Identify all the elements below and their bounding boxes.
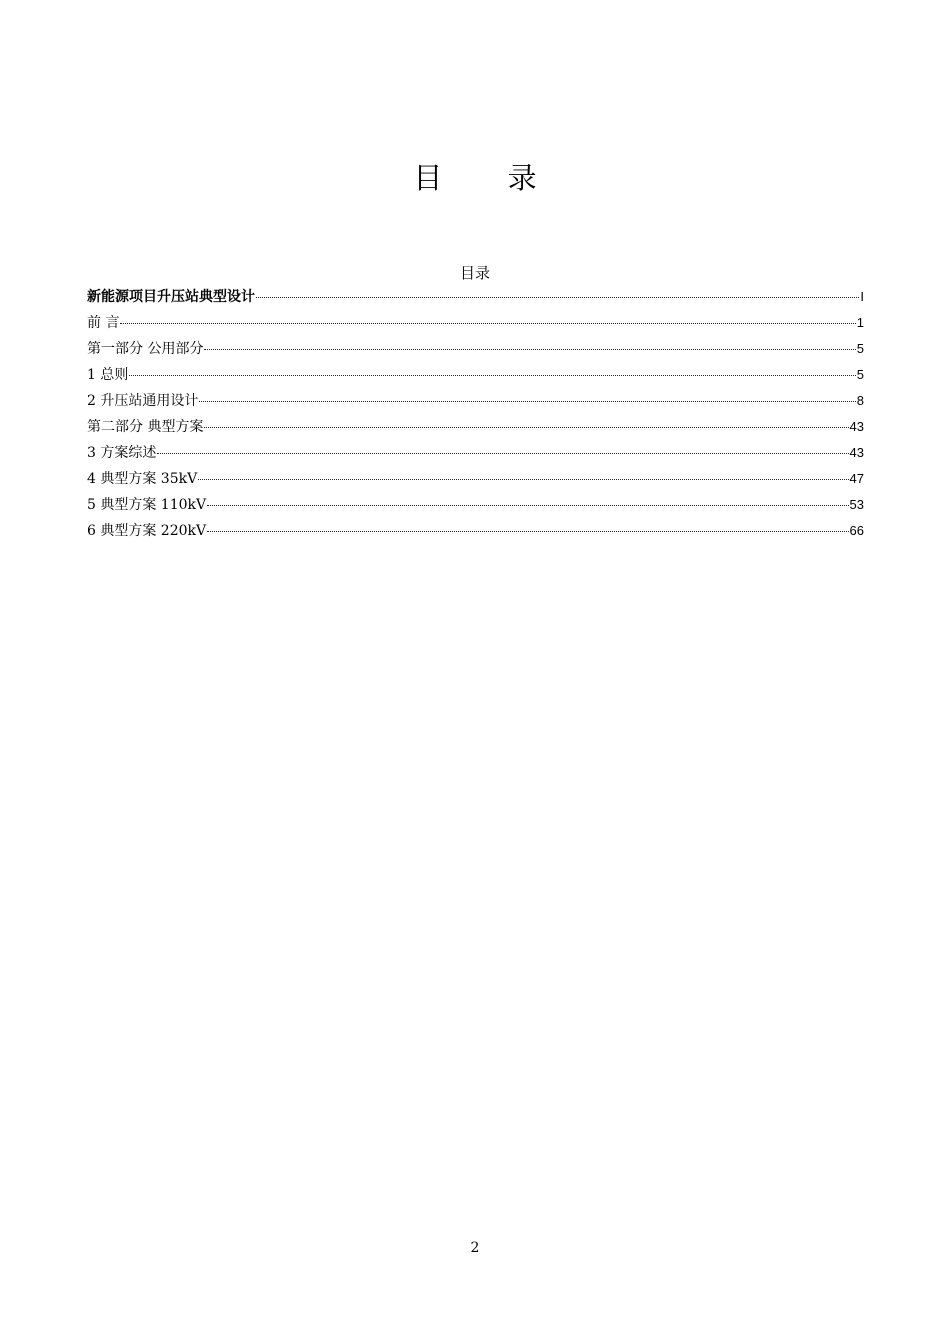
toc-entry-page: 5: [856, 341, 864, 356]
toc-entry-text: 1 总则: [87, 367, 129, 383]
page-title: [0, 156, 950, 200]
toc-entry-text: 第二部分 典型方案: [87, 419, 204, 435]
toc-dot-leader: [198, 479, 848, 480]
toc-entry-common-design[interactable]: [87, 391, 864, 417]
toc-list: [87, 287, 864, 547]
toc-entry-page: I: [860, 289, 864, 304]
toc-dot-leader: [129, 375, 855, 376]
toc-entry-text: 新能源项目升压站典型设计: [87, 289, 255, 305]
toc-dot-leader: [199, 401, 855, 402]
toc-dot-leader: [120, 323, 855, 324]
toc-entry-text: 第一部分 公用部分: [87, 341, 204, 357]
toc-entry-text: 2 升压站通用设计: [87, 393, 199, 409]
toc-dot-leader: [204, 349, 855, 350]
toc-entry-scheme-220kv[interactable]: [87, 521, 864, 547]
toc-heading: 目录: [459, 264, 490, 282]
toc-entry-text: 6 典型方案 220kV: [87, 523, 207, 539]
toc-dot-leader: [204, 427, 848, 428]
toc-entry-page: 5: [856, 367, 864, 382]
toc-entry-text: 5 典型方案 110kV: [87, 497, 207, 513]
toc-entry-page: 53: [849, 497, 864, 512]
toc-dot-leader: [207, 531, 848, 532]
toc-entry-preface[interactable]: [87, 313, 864, 339]
toc-entry-text: 前 言: [87, 315, 120, 331]
toc-dot-leader: [256, 297, 859, 298]
toc-entry-page: 8: [856, 393, 864, 408]
toc-entry-page: 43: [849, 419, 864, 434]
toc-entry-scheme-110kv[interactable]: [87, 495, 864, 521]
page-title-char-1: 目: [413, 161, 443, 195]
toc-entry-part-two[interactable]: [87, 417, 864, 443]
page-title-char-2: 录: [507, 161, 537, 195]
toc-dot-leader: [157, 453, 848, 454]
toc-entry-design[interactable]: [87, 287, 864, 313]
toc-entry-general[interactable]: [87, 365, 864, 391]
toc-entry-page: 43: [849, 445, 864, 460]
toc-entry-text: 3 方案综述: [87, 445, 157, 461]
toc-entry-scheme-35kv[interactable]: [87, 469, 864, 495]
toc-entry-page: 1: [856, 315, 864, 330]
toc-entry-text: 4 典型方案 35kV: [87, 471, 198, 487]
page-number: 2: [470, 1240, 480, 1256]
toc-entry-overview[interactable]: [87, 443, 864, 469]
toc-entry-part-one[interactable]: [87, 339, 864, 365]
toc-dot-leader: [207, 505, 848, 506]
toc-entry-page: 47: [849, 471, 864, 486]
toc-entry-page: 66: [849, 523, 864, 538]
